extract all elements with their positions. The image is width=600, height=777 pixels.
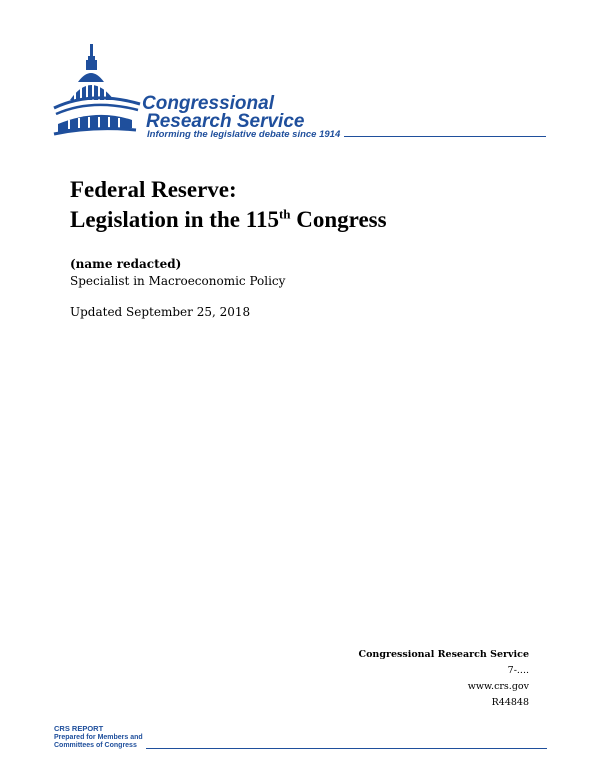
contact-org: Congressional Research Service (358, 649, 529, 660)
capitol-dome-icon (52, 42, 142, 142)
report-title (70, 175, 387, 235)
author-title: Specialist in Macroeconomic Policy (70, 274, 286, 288)
footer-line2: Committees of Congress (54, 741, 137, 749)
footer-line1: Prepared for Members and (54, 733, 143, 741)
title-line2-suffix: Congress (290, 207, 387, 232)
report-number: R44848 (491, 697, 529, 708)
title-line1: Federal Reserve: (70, 177, 237, 202)
logo-name-line1: Congressional (142, 93, 274, 114)
crs-logo (52, 42, 552, 148)
title-line2-prefix: Legislation in the 115 (70, 207, 279, 232)
contact-phone: 7-.... (507, 665, 529, 676)
logo-divider (344, 136, 546, 137)
contact-block (359, 647, 529, 711)
footer-label: CRS REPORT (54, 724, 104, 733)
contact-website[interactable]: www.crs.gov (467, 681, 529, 692)
author-name: (name redacted) (70, 257, 182, 271)
title-ordinal-suffix: th (278, 206, 291, 222)
footer (54, 725, 547, 755)
updated-date: Updated September 25, 2018 (70, 305, 251, 319)
logo-name-line2: Research Service (146, 111, 305, 132)
footer-divider (146, 748, 547, 749)
logo-tagline: Informing the legislative debate since 1914 (147, 129, 341, 140)
